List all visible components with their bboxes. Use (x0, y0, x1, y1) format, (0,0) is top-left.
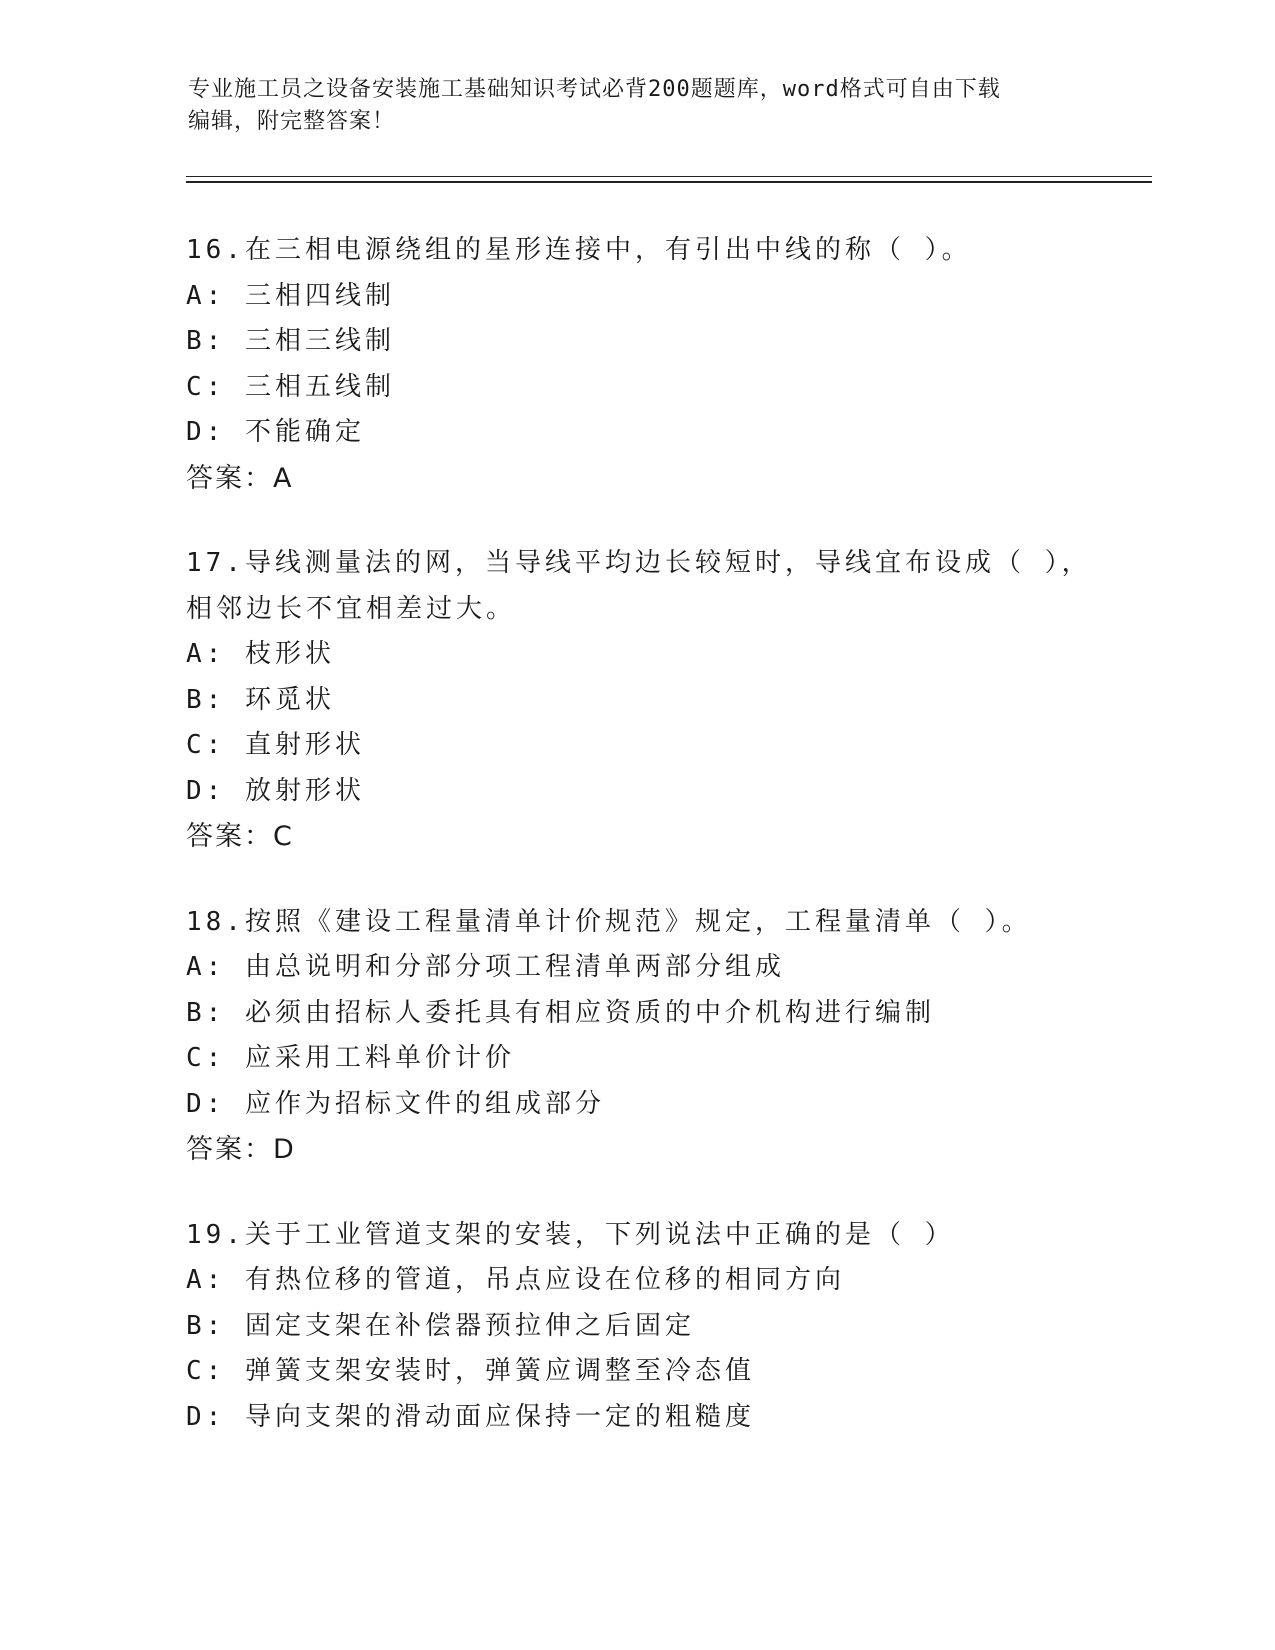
option-c: C: 三相五线制 (186, 371, 395, 402)
answer: 答案：D (186, 1134, 296, 1165)
option-d: D: 不能确定 (186, 417, 365, 447)
header-divider-thick (186, 181, 1152, 183)
option-b: B: 必须由招标人委托具有相应资质的中介机构进行编制 (186, 997, 935, 1028)
header-divider-thin (186, 176, 1152, 177)
question-stem: 18.按照《建设工程量清单计价规范》规定，工程量清单（ ）。 (186, 906, 1032, 937)
option-d: D: 放射形状 (186, 775, 365, 806)
question-16 (186, 228, 1126, 501)
question-list (186, 228, 1126, 1480)
option-c: C: 应采用工料单价计价 (186, 1043, 515, 1073)
option-c: C: 直射形状 (186, 730, 365, 760)
question-19 (186, 1213, 1126, 1441)
option-a: A: 有热位移的管道，吊点应设在位移的相同方向 (186, 1265, 845, 1295)
option-b: B: 三相三线制 (186, 326, 395, 356)
option-b: B: 环觅状 (186, 684, 335, 715)
question-18 (186, 900, 1126, 1173)
option-b: B: 固定支架在补偿器预拉伸之后固定 (186, 1310, 695, 1341)
question-stem: 19.关于工业管道支架的安装，下列说法中正确的是（ ） (186, 1219, 955, 1250)
option-a: A: 由总说明和分部分项工程清单两部分组成 (186, 952, 785, 982)
option-a: A: 三相四线制 (186, 280, 395, 311)
question-stem: 17.导线测量法的网，当导线平均边长较短时，导线宜布设成（ ）， (186, 548, 1092, 578)
question-stem: 16.在三相电源绕组的星形连接中，有引出中线的称（ ）。 (186, 235, 972, 265)
option-c: C: 弹簧支架安装时，弹簧应调整至冷态值 (186, 1356, 755, 1386)
question-stem-continued: 相邻边长不宜相差过大。 (186, 593, 517, 624)
header-line-1: 专业施工员之设备安装施工基础知识考试必背200题题库，word格式可自由下载 (188, 77, 1001, 102)
option-d: D: 导向支架的滑动面应保持一定的粗糙度 (186, 1401, 755, 1432)
answer: 答案：C (186, 821, 294, 852)
option-a: A: 枝形状 (186, 639, 335, 669)
option-d: D: 应作为招标文件的组成部分 (186, 1088, 605, 1119)
question-17 (186, 541, 1126, 860)
header-line-2: 编辑，附完整答案！ (188, 109, 396, 134)
document-header (188, 74, 1068, 138)
answer: 答案：A (186, 462, 294, 494)
